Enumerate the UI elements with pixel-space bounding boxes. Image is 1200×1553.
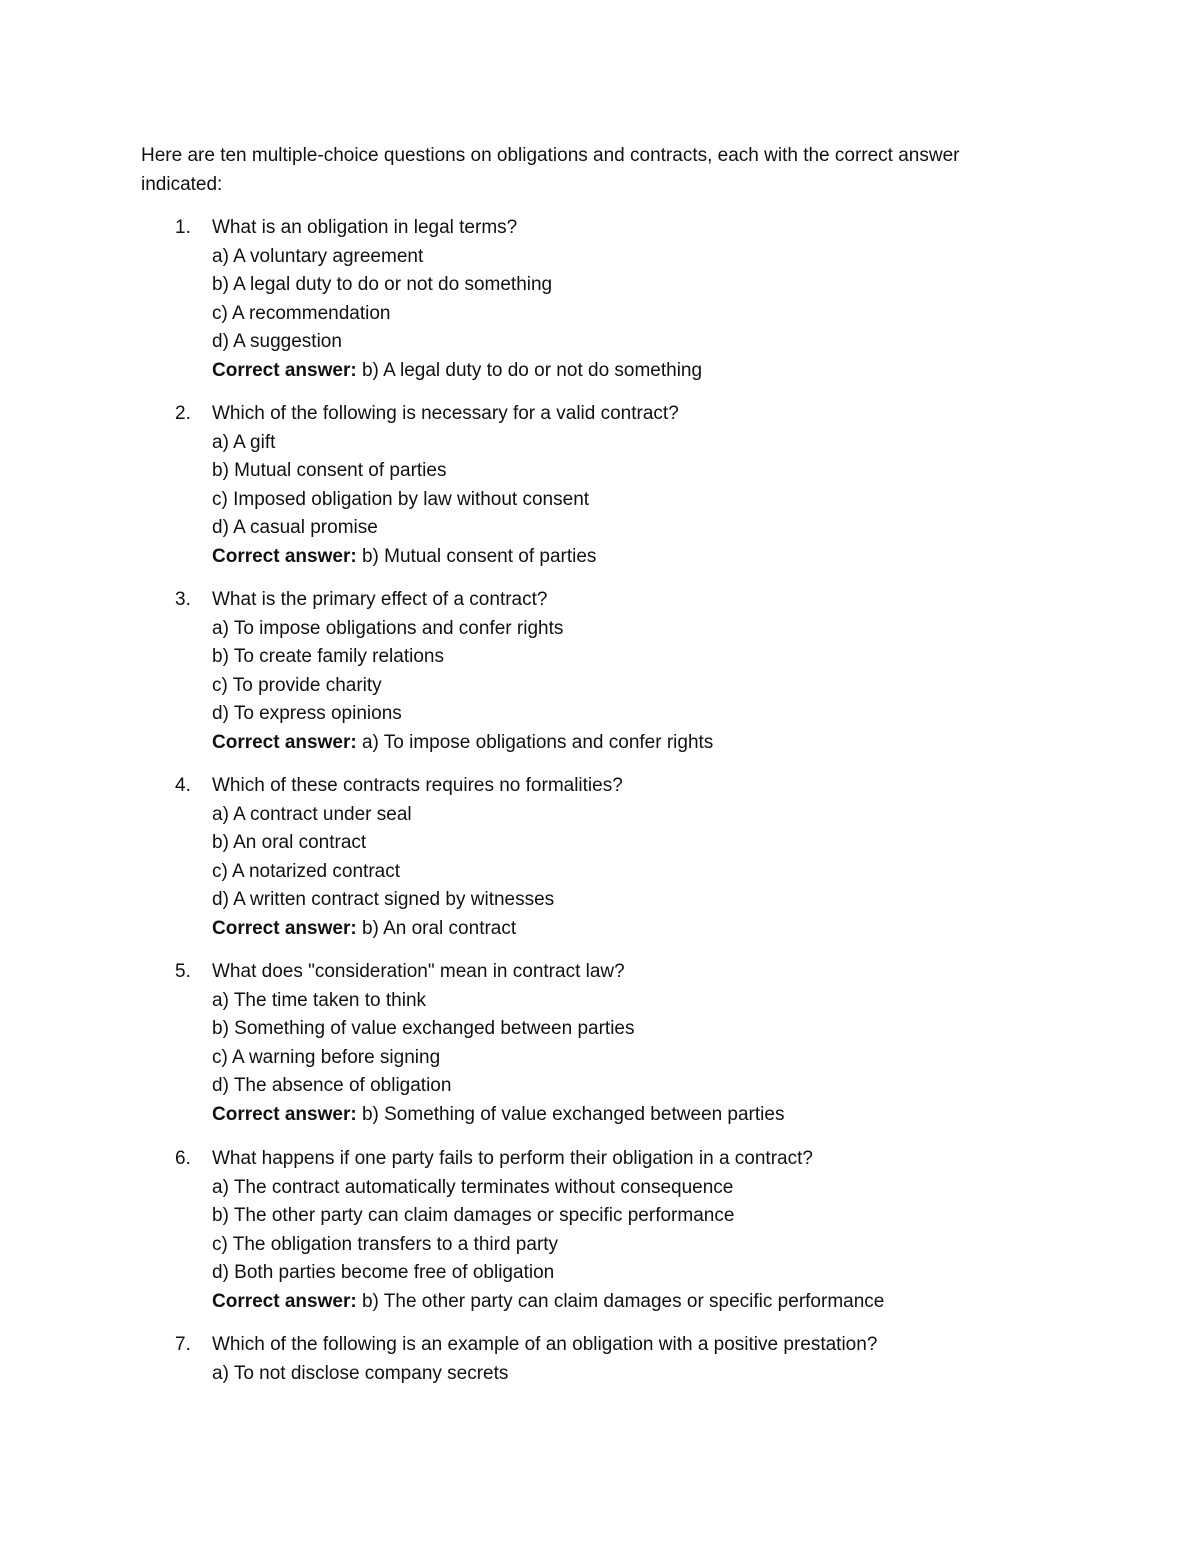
option-c: c) A warning before signing <box>212 1046 441 1068</box>
option-c: c) A recommendation <box>212 302 391 324</box>
option-b: b) An oral contract <box>212 832 367 854</box>
question-number: 2. <box>175 403 191 424</box>
question-number: 5. <box>175 961 191 982</box>
correct-answer-value: b) The other party can claim damages or specific performance <box>361 1290 885 1312</box>
correct-answer <box>212 729 1152 758</box>
option-b: b) To create family relations <box>212 646 444 668</box>
option-a: a) The time taken to think <box>212 989 427 1011</box>
option-b: b) Something of value exchanged between parties <box>212 1018 635 1040</box>
option-c: c) Imposed obligation by law without consent <box>212 488 590 510</box>
option-a: a) The contract automatically terminates without consequence <box>212 1176 734 1198</box>
question-number: 3. <box>175 589 191 610</box>
option-c: c) To provide charity <box>212 674 382 696</box>
option-d: d) Both parties become free of obligation <box>212 1262 555 1284</box>
option-d: d) A casual promise <box>212 517 378 539</box>
option-a: a) To impose obligations and confer rights <box>212 617 564 639</box>
option-a: a) A voluntary agreement <box>212 245 424 267</box>
option-a: a) To not disclose company secrets <box>212 1362 509 1384</box>
correct-answer <box>212 1288 1152 1317</box>
correct-answer-label: Correct answer: <box>212 917 357 939</box>
correct-answer <box>212 357 1152 386</box>
correct-answer <box>212 1101 1152 1130</box>
correct-answer <box>212 543 1152 572</box>
question-number: 1. <box>175 217 191 238</box>
question-number: 7. <box>175 1334 191 1355</box>
correct-answer-value: b) An oral contract <box>361 917 517 939</box>
correct-answer-value: a) To impose obligations and confer rights <box>361 731 714 753</box>
correct-answer-value: b) Mutual consent of parties <box>361 545 597 567</box>
option-a: a) A gift <box>212 431 276 453</box>
option-d: d) To express opinions <box>212 703 402 725</box>
option-d: d) A written contract signed by witnesses <box>212 889 555 911</box>
question-text: What does "consideration" mean in contract law? <box>212 961 625 982</box>
correct-answer-label: Correct answer: <box>212 1103 357 1125</box>
correct-answer-label: Correct answer: <box>212 1290 357 1312</box>
question-text: Which of the following is an example of an obligation with a positive prestation? <box>212 1334 878 1355</box>
correct-answer-value: b) A legal duty to do or not do something <box>361 359 703 381</box>
option-d: d) The absence of obligation <box>212 1075 452 1097</box>
intro-paragraph: Here are ten multiple-choice questions on obligations and contracts, each with the correct answer indicated: <box>141 145 960 195</box>
option-c: c) A notarized contract <box>212 860 400 882</box>
question-text: Which of the following is necessary for a valid contract? <box>212 403 679 424</box>
correct-answer-value: b) Something of value exchanged between parties <box>361 1103 785 1125</box>
question-number: 6. <box>175 1148 191 1169</box>
option-b: b) Mutual consent of parties <box>212 460 447 482</box>
option-d: d) A suggestion <box>212 331 342 353</box>
option-b: b) The other party can claim damages or specific performance <box>212 1205 735 1227</box>
question-text: What happens if one party fails to perform their obligation in a contract? <box>212 1148 813 1169</box>
correct-answer <box>212 915 1152 944</box>
question-text: What is the primary effect of a contract? <box>212 589 548 610</box>
correct-answer-label: Correct answer: <box>212 731 357 753</box>
question-text: Which of these contracts requires no formalities? <box>212 775 623 796</box>
question-number: 4. <box>175 775 191 796</box>
question-text: What is an obligation in legal terms? <box>212 217 518 238</box>
option-b: b) A legal duty to do or not do something <box>212 274 553 296</box>
correct-answer-label: Correct answer: <box>212 359 357 381</box>
option-a: a) A contract under seal <box>212 803 412 825</box>
option-c: c) The obligation transfers to a third party <box>212 1233 559 1255</box>
correct-answer-label: Correct answer: <box>212 545 357 567</box>
